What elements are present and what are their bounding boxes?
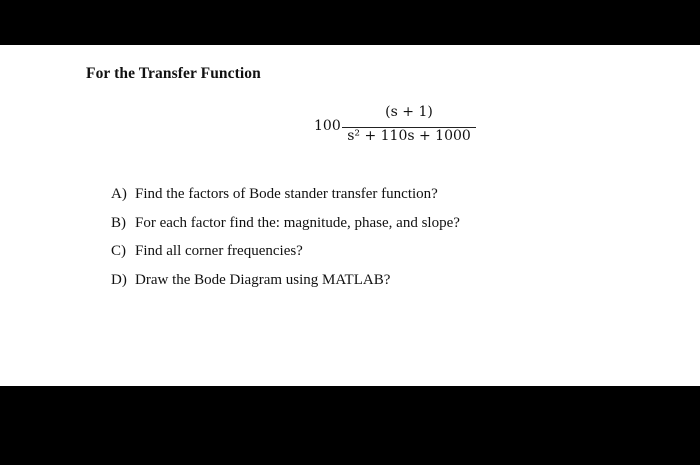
- question-c: [111, 243, 460, 272]
- formula-denominator: s² + 110s + 1000: [347, 128, 471, 144]
- question-marker: D): [111, 271, 127, 288]
- document-page: [0, 45, 700, 386]
- question-b: [111, 215, 460, 244]
- question-list: [111, 186, 460, 300]
- formula-numerator: (s + 1): [385, 104, 433, 120]
- document-heading: For the Transfer Function: [86, 65, 261, 82]
- question-text: Find all corner frequencies?: [135, 243, 303, 259]
- question-text: Draw the Bode Diagram using MATLAB?: [135, 271, 391, 288]
- question-text: For each factor find the: magnitude, phase, and slope?: [135, 214, 460, 231]
- question-text: Find the factors of Bode stander transfer function?: [135, 186, 438, 202]
- question-a: [111, 186, 460, 215]
- question-marker: A): [111, 186, 127, 202]
- question-d: [111, 272, 460, 301]
- question-marker: B): [111, 214, 126, 231]
- formula-coefficient: 100: [314, 118, 341, 134]
- question-marker: C): [111, 243, 126, 259]
